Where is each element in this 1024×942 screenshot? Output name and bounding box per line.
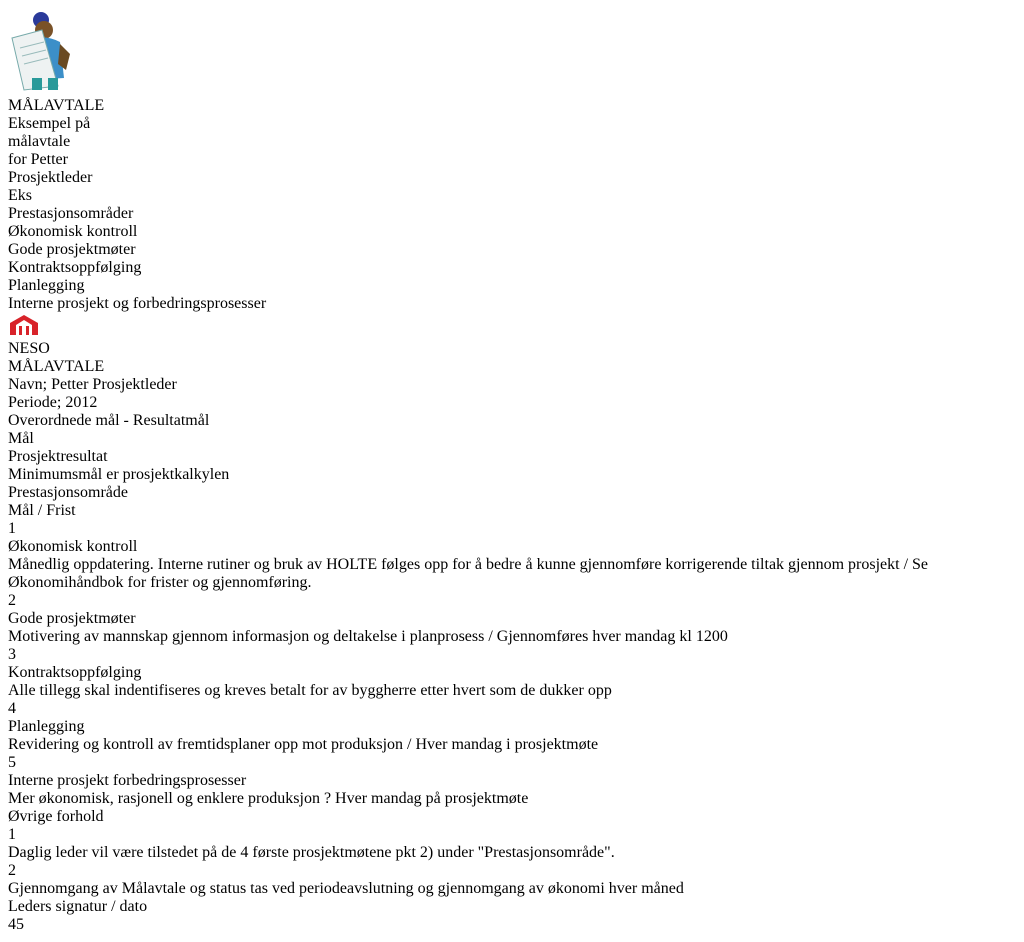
performance-area-cell: Kontraktsoppfølging <box>8 664 142 681</box>
table-row <box>8 520 1016 592</box>
title-line: Prosjektleder <box>8 169 93 186</box>
table-row <box>8 754 1016 808</box>
goals-area-cell: Prosjektresultat <box>8 448 108 465</box>
goals-header-goal: Mål <box>8 430 34 447</box>
bullet-text: Kontraktsoppfølging <box>8 259 142 276</box>
row-number: 1 <box>8 826 16 843</box>
bullet-item <box>8 295 1016 313</box>
table-row <box>8 448 1016 484</box>
bullet-text: Interne prosjekt og forbedringsprosesser <box>8 295 267 312</box>
bullet-text: Gode prosjektmøter <box>8 241 136 258</box>
performance-goal-cell: Mer økonomisk, rasjonell og enklere produksjon ? Hver mandag på prosjektmøte <box>8 790 529 807</box>
malavtale-form-scan <box>8 313 1016 916</box>
signature-block <box>8 898 1016 916</box>
slide-title <box>8 97 1016 187</box>
form-header <box>8 313 1016 412</box>
company-name: NESO <box>8 340 50 357</box>
bullet-item <box>8 241 1016 259</box>
slide-text <box>8 97 1016 313</box>
other-section <box>8 808 1016 898</box>
name-line: Navn; Petter Prosjektleder <box>8 376 177 393</box>
row-number: 2 <box>8 592 16 609</box>
performance-goal-cell: Motivering av mannskap gjennom informasjon og deltakelse i planprosess / Gjennomføres hver mandag kl 1200 <box>8 628 728 645</box>
performance-header-area: Prestasjonsområde <box>8 484 128 501</box>
page-number: 45 <box>8 916 24 933</box>
neso-logo <box>8 313 1016 358</box>
performance-area-cell: Planlegging <box>8 718 85 735</box>
other-text-cell: Gjennomgang av Målavtale og status tas ved periodeavslutning og gjennomgang av økonomi hver måned <box>8 880 684 897</box>
worker-reading-clipart <box>8 8 1016 97</box>
goals-goal-cell: Minimumsmål er prosjektkalkylen <box>8 466 230 483</box>
other-header-label: Øvrige forhold <box>8 808 104 825</box>
slide-subtitle <box>8 187 1016 223</box>
bullet-text: Økonomisk kontroll <box>8 223 138 240</box>
performance-header-row <box>8 484 1016 520</box>
other-header-row <box>8 808 1016 826</box>
performance-area-cell: Gode prosjektmøter <box>8 610 136 627</box>
performance-goal-cell: Månedlig oppdatering. Interne rutiner og bruk av HOLTE følges opp for å bedre å kunne gjennomføre korrigerende tiltak gjennom prosjekt / Se Økonomihåndbok for frister og gjennomføring. <box>8 556 929 591</box>
signature-label: Leders signatur / dato <box>8 898 148 915</box>
table-row <box>8 700 1016 754</box>
form-heading: MÅLAVTALE <box>8 358 105 375</box>
goals-header-row <box>8 412 1016 448</box>
goals-header-label: Overordnede mål - Resultatmål <box>8 412 210 429</box>
table-row <box>8 646 1016 700</box>
row-number: 5 <box>8 754 16 771</box>
performance-goal-cell: Alle tillegg skal indentifiseres og kreves betalt for av byggherre etter hvert som de dukker opp <box>8 682 612 699</box>
title-line: for Petter <box>8 151 68 168</box>
neso-house-icon <box>8 313 42 335</box>
subtitle-line: Prestasjonsområder <box>8 205 134 222</box>
table-row <box>8 826 1016 862</box>
row-number: 4 <box>8 700 16 717</box>
table-row <box>8 862 1016 898</box>
bullet-text: Planlegging <box>8 277 85 294</box>
slide <box>8 8 1016 934</box>
performance-goal-cell: Revidering og kontroll av fremtidsplaner opp mot produksjon / Hver mandag i prosjektmøte <box>8 736 599 753</box>
row-number: 2 <box>8 862 16 879</box>
bullet-list <box>8 223 1016 313</box>
bullet-item <box>8 277 1016 295</box>
title-line: Eksempel på <box>8 115 91 132</box>
subtitle-line: Eks <box>8 187 32 204</box>
table-row <box>8 592 1016 646</box>
performance-area-cell: Interne prosjekt forbedringsprosesser <box>8 772 247 789</box>
title-line: målavtale <box>8 133 71 150</box>
row-number: 3 <box>8 646 16 663</box>
title-line: MÅLAVTALE <box>8 97 105 114</box>
bullet-item <box>8 223 1016 241</box>
other-text-cell: Daglig leder vil være tilstedet på de 4 første prosjektmøtene pkt 2) under "Prestasjonsområde". <box>8 844 615 861</box>
form-header-text <box>8 358 1016 412</box>
period-line: Periode; 2012 <box>8 394 98 411</box>
goals-section <box>8 412 1016 484</box>
performance-section <box>8 484 1016 808</box>
performance-header-goal: Mål / Frist <box>8 502 76 519</box>
bullet-item <box>8 259 1016 277</box>
row-number: 1 <box>8 520 16 537</box>
performance-area-cell: Økonomisk kontroll <box>8 538 138 555</box>
